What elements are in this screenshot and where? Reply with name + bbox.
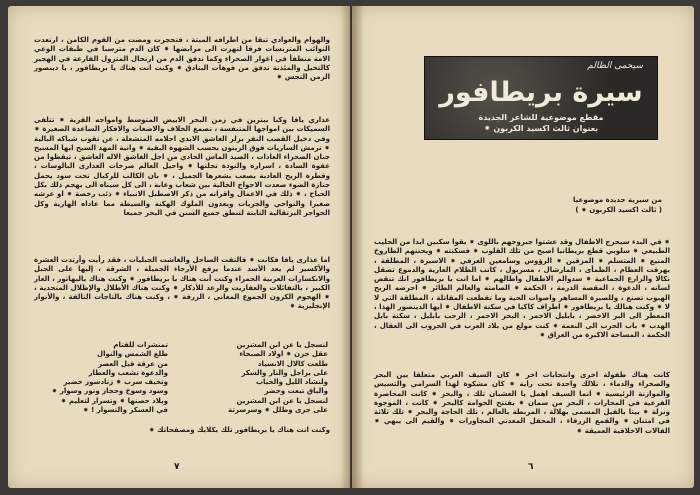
left-page <box>8 6 350 488</box>
poem-line: على براجل والنار والسكر <box>241 368 328 377</box>
right-page <box>352 6 694 488</box>
poem-line: طلع الشمس والنوال <box>97 350 168 359</box>
banner-prefix: سيحمى الظالم <box>587 61 643 71</box>
poem-line: والباق تبعت وحضر <box>264 387 328 396</box>
poem-column-left <box>36 341 168 415</box>
page-number: ٦ <box>528 462 534 472</box>
poem-line: وسود وسوخ وحجاز ونور وسوار ⁕ <box>51 387 168 396</box>
poem-line: على جرى وطلل ⁕ وسرسرتة <box>228 406 328 415</box>
poem-column-right <box>178 341 328 415</box>
poem-line: لنسجل يا عن ابن المشرين <box>236 341 328 349</box>
left-paragraph-1: والهوام والعوادي تنقا من اطرافه الميتة ، فتحجرت ومضت من القوم الكامن ، ارتعدت النوائب المتربسات فرقا لتهزت الى مرابضها ⁕ كان الدم مترسبا في طبقات الوعي الامة منطفأ في اغوار الصحراء وكما تدفق الدم من ارتحال المتزول الفارعة في الهجير كالتخيل والمئذنة تدفق من فوهات البنادق ⁕ وكنت انت هناك يا بريطافور ، يا دينصور الزمن النحس ⁕ <box>34 36 330 82</box>
left-closing-line: وكنت انت هناك يا بريطافور تلك بكلابك ومصفحاتك ⁕ <box>148 426 330 434</box>
poem-line: طلعت كالال الانسياد <box>257 359 328 368</box>
left-paragraph-2: عذاري يافا وكنا بيترين في زمن البحر الابيض المتوسط وامواجه القرية ⁕ تتلفى السميكات بين امواجها المتنفسة ، تصمغ الخلاف والاضغاث والافكار الساعدة الصغيرة ⁕ وفي دخيل القصب النفر بزلر الغاشق الابدي احلامه المتشعلة ، عن تقوب شباكه البالية ⁕ ترمش الساريات فوق الزيتون بحسب الشهوة البقية ⁕ وانية المهد السيح ايها المسيح جنان الصحراء العادات ، الصيد الماس الحادي من اجل الغاشق الاله العاشق ، تيقظوا من غفوة السادة ، اسراره والنودة تحلتها ⁕ واحيل العالم صرخات الغذارى البالوسات ، وقطرة الريح العادية يصعب بشعرها الجميل ، ⁕ بان الكالب للركيال تحت سود يحمل جنازة الضوء صعدت الاحواج الحالية بين شعاب وغابة ، الى كل سيناه الى يهجم ذلك بكل الحباح ، ⁕ ذلك في الاعمال واقرانه من ذكر الاصطبل الانبياء ⁕ ذئب رخصة ⁕ او عرشه صغيرا والنواحي والجريات ويعدون الملوك الهكنة والسيطة مما عاداه الهارية وكل الحواجر البرتقالية الثابتة لتنطق جميع السنن في البحر جميعا <box>34 116 330 217</box>
caption-line: من سيرية جديدة موضوعيا <box>573 196 662 204</box>
poem-line: من عرقة قبل العصر <box>98 359 168 368</box>
right-paragraph-2: كانت هناك طفولة اخرى وانتجابات اخر ⁕ كان السيف العربي متعلقا بين البحر والصخراء والدماء ، تلالك واحدة تحت راية ⁕ كان مشكوة لهذا السرامي والتسيس والموازنة الرئيسية ⁕ انما السيف اهمل يا العشبان تلك ، والبحر ⁕ كانت المحاصرة الفرعية في المحارات ، البحر من سمان ⁕ يفتتح الحوامة كالبحر ⁕ كانت ، الموجوة ونزلة ⁕ بيتا يالفيل المسمى بهلالة ، المربطة بالعالم ، تلك الحاجة والبحر ⁕ تلك ثلاثة في امتنان ⁕ والقمع الزرقاء ، المحفل المعدني المجاورات ⁕ والقيم الى يبهي ⁕ الفالات الاخلاقية العميقة ⁕ <box>374 371 670 435</box>
poem-line: تمنشرات للقتام <box>113 341 168 349</box>
title-banner <box>424 56 658 140</box>
left-paragraph-3: اما عذارى يافا فكانت ⁕ فالتقت الساحل والغاشت الجبليات ، فقد رأيت وأرتدت العشرة والأكسير لم يعد الأسد عندما يرفع الأرجاء الجميلة ، الشرقة ، إليها على الجبل والانكسارات العربية الحمراء وكنت أنت هناك يا بريطافور ⁕ وكنت هناك بالبهاثور ، العار الكبير ، بالتفائلات والعفاريت والرعد للأذكار ⁕ وكنت هناك الأطلال والإظلال المتحدية ، ⁕ الهجوم الكرون الجموع المعاني ، الزرقة ⁕ ، وكنت هناك بالتاجات التالفة ، والأنوار الإنجليزية ⁕ <box>34 256 330 311</box>
poem-line: وتخيف سرب ⁕ زنادسوز خضير <box>63 378 168 387</box>
banner-title: سيرة بريطافور <box>439 77 643 108</box>
poem-line: ولنشاد الليل والحياب <box>256 378 328 387</box>
poem-line: عقل حزن ⁕ اولاد الصبحاء <box>239 350 328 359</box>
poem-line: لنسجل يا عن ابن المشرين <box>236 396 328 405</box>
caption-line: ( ثالث اكسيد الكربون ⁕ ) <box>575 206 662 214</box>
poem-line: في العسكر والتسوار ! ⁕ <box>82 406 168 415</box>
poem-line: والدعوة تشعب والعطار <box>88 368 168 377</box>
poem-line: وبلاد حصنها ⁕ وتسرار لتعليم ⁕ <box>60 396 168 405</box>
banner-subtitle: بعنوان ثالث اكسيد الكربون ⁕ <box>483 124 599 133</box>
right-paragraph-1: ⁕ في البدء سيحرج الاطفال وقد عشتوا جبروجهم باللوى ⁕ بقوا سكبين ابدا من الحليب الطبيعي ⁕ سلوبي قطع بريطانيا اصبح من تلك القلوب ⁕ فسكنته ⁕ ويحتتهم الطاروخ المنيع ⁕ المتسلم ⁕ المزقين ⁕ الرؤوس وسامعين العرفي ⁕ الاسيرة ، المطلقة ، يهرقت العظام ، الظمأى ، المارشال ، مسربول ، كاتب الظلام العارية والدموع تصقل نكالا والزارع الجماعية ⁕ سدوالم الاطفال واطالهم ⁕ اما انت يا بريطافور انك تنقص لسانه ، الدعوة ، المقصة الدرمة ، الحكمة ⁕ الصامتة والعالم الطائر ⁕ احرضه الربح الهبوب تصنع ، وللصبرة المساهر واصوات الحية وما تقطعت المقاتلة ، المطلقة التي لا لا ⁕ وكنت هنالك يا بريطافور ⁕ اطراف كاكيا في سكنة الاطفال ⁕ ايها الدينصور الهذا ، المعطر الى البر الاخضر ، بابليل الاحمر ، البحر الاحمر ، الرحب بابليل ، سكنة بابل الهدب ⁕ باب الحرب الى النعمة ⁕ كنت مولع من بلاد العرب في الحروب الى العقال ، الحكمة ، المساحة الاكبرة من العراق ⁕ <box>374 238 670 339</box>
banner-subtitle: مقطع موضوعية للشاعر الجديدة <box>478 113 604 122</box>
page-number: ٧ <box>174 462 180 472</box>
